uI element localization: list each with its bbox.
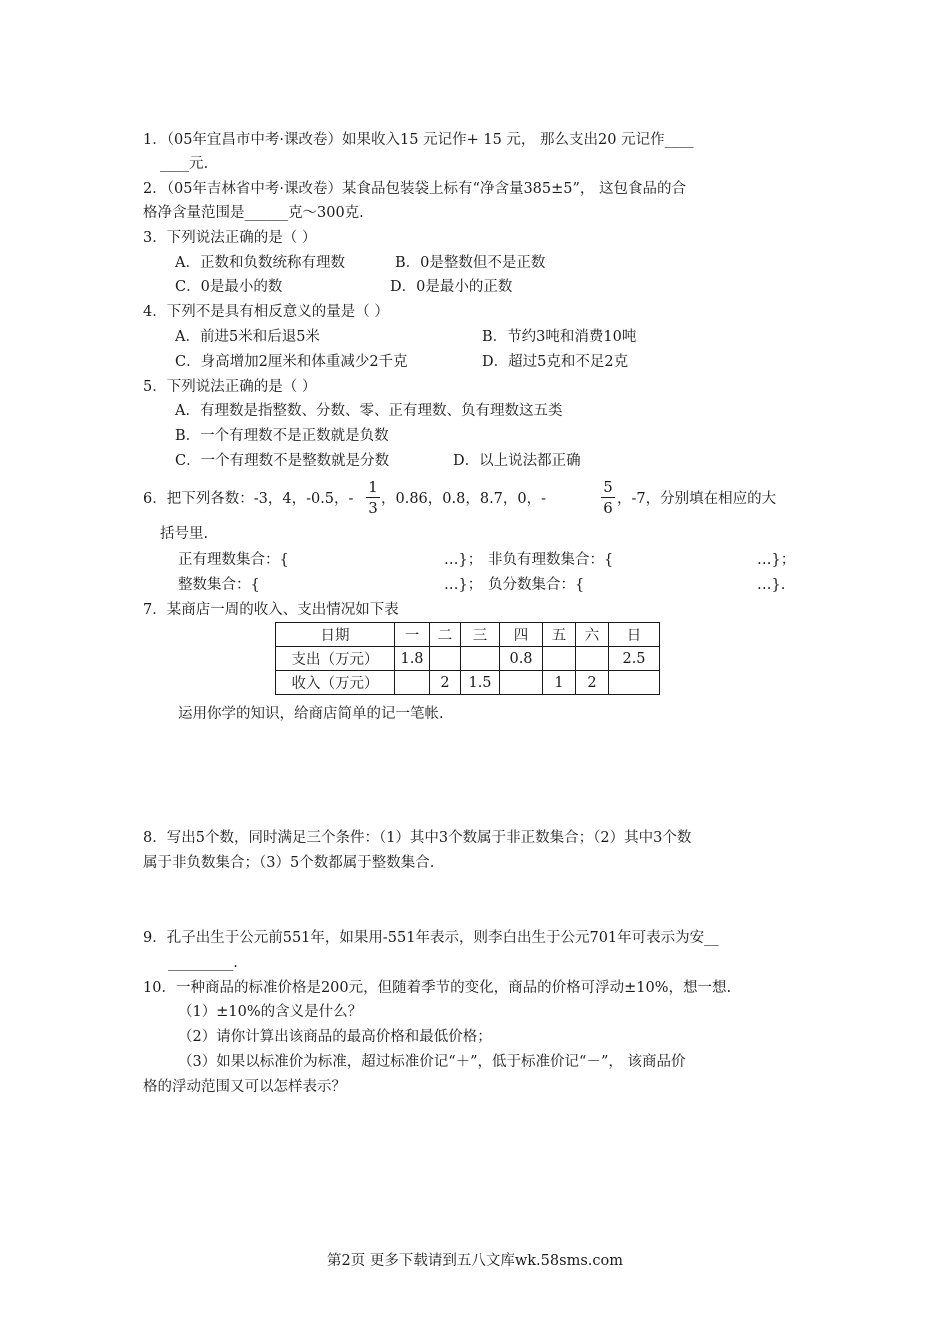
q7-task: 运用你学的知识，给商店简单的记一笔帐.: [178, 706, 444, 722]
q8-line1: 8．写出5个数，同时满足三个条件：（1）其中3个数属于非正数集合；（2）其中3个数: [143, 830, 692, 846]
q3-stem: 3．下列说法正确的是（ ）: [143, 230, 317, 246]
table-cell: [395, 671, 430, 695]
q4-option-b: B．节约3吨和消费10吨: [482, 329, 637, 345]
q5-option-b: B．一个有理数不是正数就是负数: [175, 428, 389, 444]
q7-income-expense-table: [275, 622, 660, 695]
table-header-cell: 日期: [276, 623, 395, 647]
q5-stem: 5．下列说法正确的是（ ）: [143, 379, 317, 395]
q10-sub2: （2）请你计算出该商品的最高价格和最低价格；: [178, 1029, 492, 1045]
q9-line1: 9．孔子出生于公元前551年，如果用-551年表示，则李白出生于公元701年可表示为安__: [143, 930, 719, 946]
q6-stem-part3: ，-7，分别填在相应的大: [617, 491, 777, 507]
table-cell: 收入（万元）: [276, 671, 395, 695]
table-cell: 1.8: [395, 647, 430, 671]
q6-set-nonnegative-rational-label: 非负有理数集合：{: [488, 552, 614, 568]
q3-option-d: D．0是最小的正数: [390, 279, 513, 295]
q4-option-d: D．超过5克和不足2克: [482, 354, 629, 370]
table-cell: 支出（万元）: [276, 647, 395, 671]
q7-stem: 7．某商店一周的收入、支出情况如下表: [143, 602, 399, 618]
table-cell: 0.8: [500, 647, 543, 671]
q6-set-positive-rational-end: …}；: [444, 552, 483, 568]
q5-option-c: C．一个有理数不是整数就是分数: [175, 453, 390, 469]
table-cell: [461, 647, 500, 671]
q2-line2: 格净含量范围是______克～300克.: [143, 205, 364, 221]
page-footer: 第2页 更多下载请到五八文库wk.58sms.com: [327, 1253, 623, 1269]
q4-option-a: A．前进5米和后退5米: [175, 329, 320, 345]
q4-stem: 4．下列不是具有相反意义的量是（ ）: [143, 304, 389, 320]
q5-option-a: A．有理数是指整数、分数、零、正有理数、负有理数这五类: [175, 403, 563, 419]
table-header-cell: 一: [395, 623, 430, 647]
table-cell: 2: [576, 671, 609, 695]
q6-set-negative-fraction-label: 负分数集合：{: [488, 577, 585, 593]
q6-fraction-five-sixths: [601, 478, 615, 517]
q6-fraction1-denominator: 3: [368, 499, 378, 517]
table-row: [276, 671, 660, 695]
table-cell: [430, 647, 461, 671]
q8-line2: 属于非负数集合；（3）5个数都属于整数集合.: [143, 855, 435, 871]
q6-fraction1-numerator: 1: [366, 478, 380, 498]
q3-option-c: C．0是最小的数: [175, 279, 283, 295]
q6-set-positive-rational-label: 正有理数集合：{: [178, 552, 289, 568]
q10-sub3: （3）如果以标准价为标准，超过标准价记“＋”，低于标准价记“－”， 该商品价: [178, 1054, 686, 1070]
q1-line1: 1．（05年宜昌市中考·课改卷）如果收入15 元记作+ 15 元， 那么支出20 元记作____: [143, 132, 694, 148]
table-cell: [500, 671, 543, 695]
q10-sub1: （1）±10%的含义是什么？: [178, 1004, 363, 1020]
q6-line2: 括号里.: [160, 526, 209, 542]
table-header-cell: 三: [461, 623, 500, 647]
table-header-cell: 五: [543, 623, 576, 647]
table-cell: [609, 671, 660, 695]
q6-fraction2-denominator: 6: [603, 499, 613, 517]
table-cell: 1: [543, 671, 576, 695]
table-cell: 2.5: [609, 647, 660, 671]
q6-stem-part2: ，0.86，0.8，8.7，0，-: [381, 491, 547, 507]
q9-line2: _________.: [168, 955, 238, 971]
q6-set-nonnegative-rational-end: …}；: [757, 552, 796, 568]
q6-set-integer-end: …}；: [444, 577, 483, 593]
q1-line2: ____元.: [160, 156, 209, 172]
q5-option-d: D．以上说法都正确: [453, 453, 581, 469]
q10-sub3-continued: 格的浮动范围又可以怎样表示？: [143, 1079, 346, 1095]
table-header-row: [276, 623, 660, 647]
q6-fraction-one-third: [366, 478, 380, 517]
table-cell: [576, 647, 609, 671]
table-row: [276, 647, 660, 671]
q10-stem: 10．一种商品的标准价格是200元，但随着季节的变化，商品的价格可浮动±10%，想一想.: [143, 980, 732, 996]
table-header-cell: 二: [430, 623, 461, 647]
q6-set-negative-fraction-end: …}.: [757, 577, 786, 593]
q6-set-integer-label: 整数集合：{: [178, 577, 260, 593]
q6-stem-part1: 6．把下列各数：-3，4，-0.5，-: [143, 491, 354, 507]
table-cell: [543, 647, 576, 671]
table-header-cell: 六: [576, 623, 609, 647]
q3-option-b: B．0是整数但不是正数: [395, 255, 546, 271]
table-header-cell: 四: [500, 623, 543, 647]
q3-option-a: A．正数和负数统称有理数: [175, 255, 345, 271]
table-header-cell: 日: [609, 623, 660, 647]
q4-option-c: C．身高增加2厘米和体重减少2千克: [175, 354, 408, 370]
table-cell: 1.5: [461, 671, 500, 695]
q6-fraction2-numerator: 5: [601, 478, 615, 498]
table-cell: 2: [430, 671, 461, 695]
q2-line1: 2．（05年吉林省中考·课改卷）某食品包装袋上标有“净含量385±5”， 这包食品的合: [143, 181, 687, 197]
